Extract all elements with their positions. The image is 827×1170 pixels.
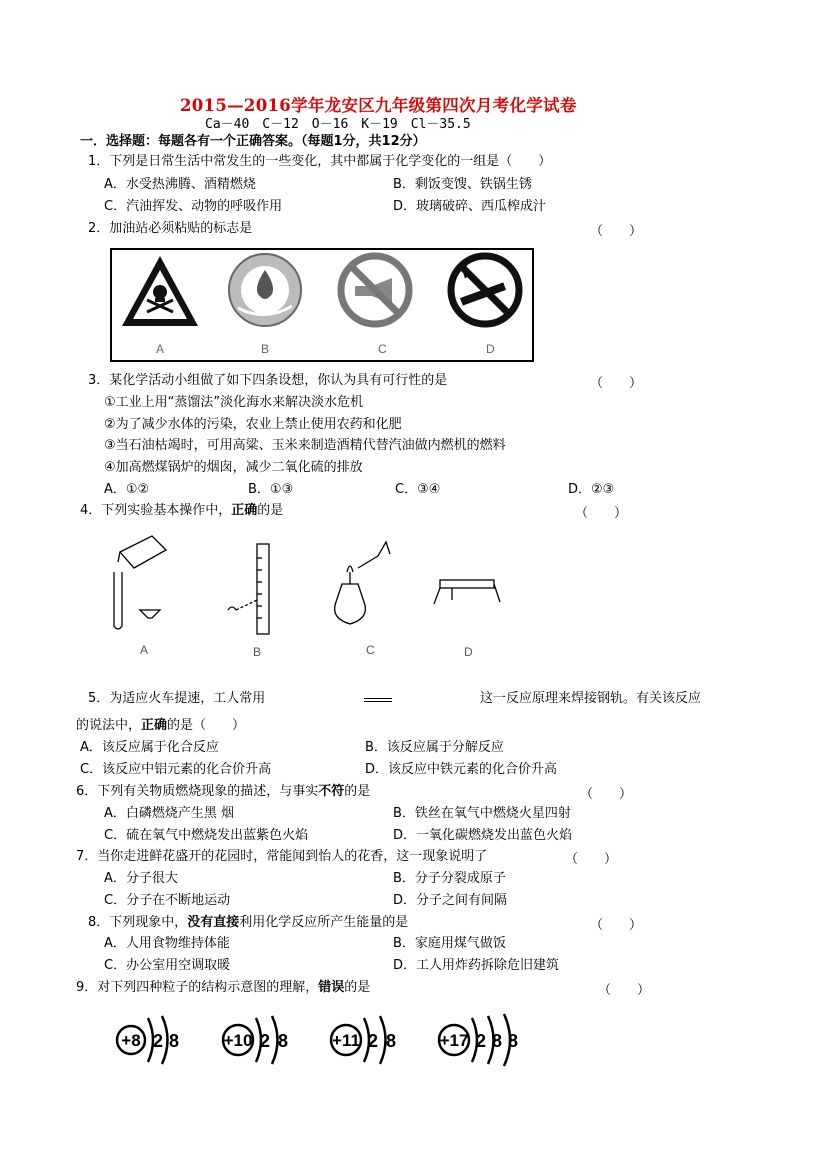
q5-equation-sign bbox=[364, 698, 392, 702]
q2-signs-figure bbox=[110, 248, 534, 362]
q6-stem-pre: 6．下列有关物质燃烧现象的描述，与事实 bbox=[76, 784, 319, 799]
particle-diagram-4 bbox=[439, 1014, 518, 1066]
q6-answer-paren: （ ） bbox=[580, 787, 633, 802]
q2-label-d: D bbox=[486, 342, 495, 356]
particle-4-shell-3: 8 bbox=[508, 1031, 519, 1051]
particle-diagram-1 bbox=[117, 1016, 179, 1064]
q2-label-a: A bbox=[156, 342, 165, 356]
particle-1-shell-1: 2 bbox=[153, 1031, 164, 1051]
q3-statement-2: ②为了减少水体的污染，农业上禁止使用农药和化肥 bbox=[104, 417, 402, 432]
q3-answer-paren: （ ） bbox=[590, 376, 643, 391]
particle-3-shell-2: 8 bbox=[386, 1031, 397, 1051]
q3-statement-1: ①工业上用“蒸馏法”淡化海水来解决淡水危机 bbox=[104, 395, 364, 410]
exam-title: 2015—2016学年龙安区九年级第四次月考化学试卷 bbox=[180, 96, 577, 115]
q6-option-c: C．硫在氧气中燃烧发出蓝紫色火焰 bbox=[104, 828, 309, 843]
particle-3-shell-1: 2 bbox=[368, 1031, 379, 1051]
q5-option-d: D．该反应中铁元素的化合价升高 bbox=[365, 762, 558, 777]
q6-option-d: D．一氧化碳燃烧发出蓝色火焰 bbox=[393, 828, 573, 843]
q5-line2-bold: 正确 bbox=[141, 718, 168, 733]
no-smoking-sign-icon bbox=[451, 256, 519, 324]
q8-option-d: D．工人用炸药拆除危旧建筑 bbox=[393, 958, 560, 973]
q6-option-b: B．铁丝在氧气中燃烧火星四射 bbox=[393, 806, 571, 821]
q8-stem-pre: 8．下列现象中， bbox=[88, 915, 188, 930]
q3-option-d: D．②③ bbox=[568, 482, 615, 497]
q6-option-a: A．白磷燃烧产生黑 烟 bbox=[104, 806, 235, 821]
toxic-sign-icon bbox=[122, 256, 198, 326]
q5-option-a: A．该反应属于化合反应 bbox=[80, 740, 219, 755]
test-tube-heating-icon bbox=[434, 580, 500, 604]
q5-stem-line2 bbox=[76, 717, 245, 735]
q1-stem: 1．下列是日常生活中常发生的一些变化，其中都属于化学变化的一组是（ ） bbox=[88, 154, 552, 169]
particle-2-nucleus: +10 bbox=[223, 1031, 253, 1050]
q4-stem-bold: 正确 bbox=[231, 503, 258, 518]
q9-stem-bold: 错误 bbox=[318, 980, 345, 995]
pouring-liquid-icon bbox=[114, 536, 166, 629]
q6-stem-post: 的是 bbox=[344, 784, 371, 799]
particle-2-shell-2: 8 bbox=[278, 1031, 289, 1051]
q3-statement-3: ③当石油枯竭时，可用高粱、玉米来制造酒精代替汽油做内燃机的燃料 bbox=[104, 438, 506, 453]
q3-statement-4: ④加高燃煤锅炉的烟囱，减少二氧化硫的排放 bbox=[104, 460, 363, 475]
q9-stem-pre: 9．对下列四种粒子的结构示意图的理解， bbox=[76, 980, 319, 995]
q8-option-b: B．家庭用煤气做饭 bbox=[393, 936, 506, 951]
no-horn-sign-icon bbox=[341, 256, 409, 324]
q5-line2-post: 的是（ ） bbox=[167, 718, 246, 733]
q4-label-d: D bbox=[464, 645, 473, 659]
q8-stem-post: 利用化学反应所产生能量的是 bbox=[239, 915, 409, 930]
section-heading: 一．选择题：每题各有一个正确答案。（每题1分，共12分） bbox=[80, 134, 426, 149]
q9-particle-diagrams bbox=[108, 1010, 538, 1072]
q6-stem bbox=[76, 783, 370, 801]
q1-option-b: B．剩饭变馊、铁锅生锈 bbox=[393, 177, 532, 192]
q4-stem bbox=[80, 502, 283, 520]
q1-option-d: D．玻璃破碎、西瓜榨成汁 bbox=[393, 199, 547, 214]
particle-diagram-3 bbox=[331, 1016, 396, 1064]
q8-option-c: C．办公室用空调取暖 bbox=[104, 958, 231, 973]
q5-line2-pre: 的说法中， bbox=[76, 718, 142, 733]
q3-option-a: A．①② bbox=[104, 482, 150, 497]
q1-option-c: C．汽油挥发、动物的呼吸作用 bbox=[104, 199, 283, 214]
q2-label-c: C bbox=[378, 342, 387, 356]
particle-diagram-2 bbox=[223, 1016, 288, 1064]
particle-1-shell-2: 8 bbox=[169, 1031, 180, 1051]
q5-option-b: B．该反应属于分解反应 bbox=[365, 740, 504, 755]
q8-stem-bold: 没有直接 bbox=[187, 915, 240, 930]
q2-label-b: B bbox=[261, 342, 270, 356]
q6-stem-bold: 不符 bbox=[318, 784, 345, 799]
q1-option-a: A．水受热沸腾、酒精燃烧 bbox=[104, 177, 256, 192]
q2-stem: 2．加油站必须粘贴的标志是 bbox=[88, 221, 253, 236]
q8-option-a: A．人用食物维持体能 bbox=[104, 936, 230, 951]
q4-lab-figure bbox=[100, 528, 520, 664]
q7-option-a: A．分子很大 bbox=[104, 871, 178, 886]
q4-stem-pre: 4．下列实验基本操作中， bbox=[80, 503, 232, 518]
q3-stem: 3．某化学活动小组做了如下四条设想，你认为具有可行性的是 bbox=[88, 373, 448, 388]
q7-option-c: C．分子在不断地运动 bbox=[104, 893, 231, 908]
q4-answer-paren: （ ） bbox=[575, 506, 628, 521]
q4-label-b: B bbox=[253, 645, 262, 659]
atomic-mass-line: Ca－40 C－12 O－16 K－19 Cl－35.5 bbox=[205, 117, 471, 132]
q7-stem: 7．当你走进鲜花盛开的花园时，常能闻到怡人的花香，这一现象说明了 bbox=[76, 849, 488, 864]
q9-stem bbox=[76, 979, 370, 997]
water-saving-sign-icon bbox=[229, 254, 301, 326]
q2-answer-paren: （ ） bbox=[590, 224, 643, 239]
particle-4-nucleus: +17 bbox=[439, 1031, 469, 1050]
q4-label-c: C bbox=[366, 643, 375, 657]
q8-stem bbox=[88, 914, 408, 932]
particle-4-shell-1: 2 bbox=[476, 1031, 487, 1051]
q9-answer-paren: （ ） bbox=[598, 983, 651, 998]
particle-4-shell-2: 8 bbox=[492, 1031, 503, 1051]
q7-option-d: D．分子之间有间隔 bbox=[393, 893, 508, 908]
q5-stem-post: 这一反应原理来焊接钢轨。有关该反应 bbox=[480, 691, 702, 706]
q8-answer-paren: （ ） bbox=[590, 918, 643, 933]
alcohol-lamp-icon bbox=[335, 542, 390, 624]
q5-option-c: C．该反应中铝元素的化合价升高 bbox=[80, 762, 272, 777]
q7-answer-paren: （ ） bbox=[565, 852, 618, 867]
q4-stem-post: 的是 bbox=[257, 503, 284, 518]
particle-3-nucleus: +11 bbox=[332, 1031, 360, 1050]
q5-stem-pre: 5．为适应火车提速，工人常用 bbox=[88, 691, 266, 706]
q7-option-b: B．分子分裂成原子 bbox=[393, 871, 506, 886]
graduated-cylinder-icon bbox=[228, 544, 269, 634]
q9-stem-post: 的是 bbox=[344, 980, 371, 995]
q4-label-a: A bbox=[140, 643, 149, 657]
particle-1-nucleus: +8 bbox=[121, 1031, 141, 1050]
q3-option-b: B．①③ bbox=[248, 482, 294, 497]
particle-2-shell-1: 2 bbox=[260, 1031, 271, 1051]
q3-option-c: C．③④ bbox=[395, 482, 441, 497]
